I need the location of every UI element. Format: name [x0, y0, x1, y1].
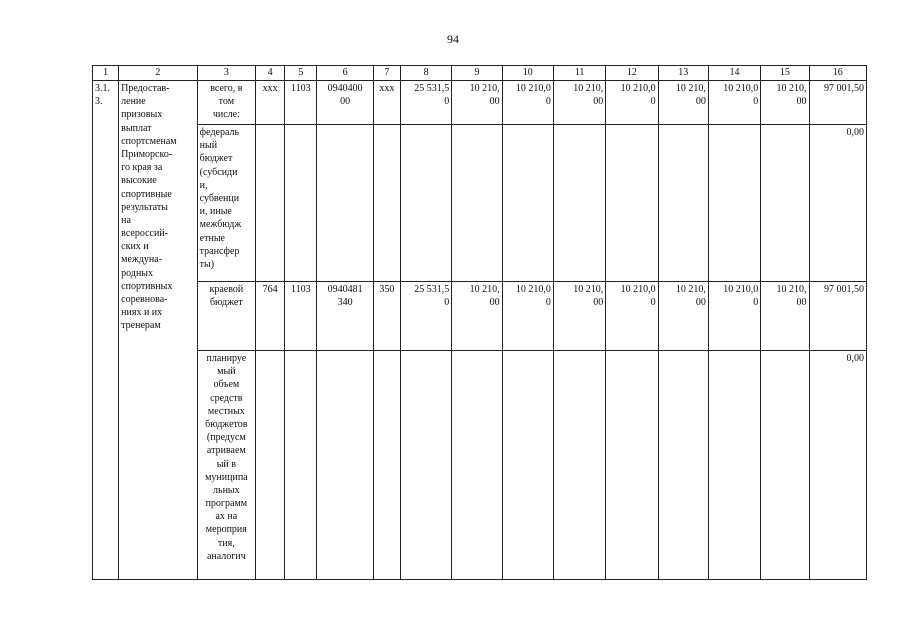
funding-source: федераль ный бюджет (субсиди и, субвенци и, иные межбюдж етные трансфер ты): [197, 125, 255, 282]
table-cell: 10 210,0 0: [606, 282, 658, 351]
col-header: 13: [658, 66, 708, 81]
table-cell: [317, 351, 373, 580]
item-description: Предостав- ление призовых выплат спортсменам Приморско- го края за высокие спортивные результаты на всероссий- ских и междуна- родных спортивных соревнова- ниях и их тренерам: [119, 81, 198, 580]
table-cell: 10 210, 00: [761, 282, 809, 351]
funding-source: краевой бюджет: [197, 282, 255, 351]
table-cell: [658, 351, 708, 580]
col-header: 7: [373, 66, 400, 81]
col-header: 4: [256, 66, 285, 81]
table-cell: 1103: [285, 81, 317, 125]
table-row: [93, 81, 867, 125]
table-cell: [256, 125, 285, 282]
table-cell: [400, 351, 451, 580]
funding-source: всего, в том числе:: [197, 81, 255, 125]
col-header: 14: [708, 66, 760, 81]
table-cell: [373, 125, 400, 282]
table-cell: [373, 351, 400, 580]
table-cell: 97 001,50: [809, 81, 866, 125]
col-header: 1: [93, 66, 119, 81]
table-cell: [285, 125, 317, 282]
table-cell: 10 210, 00: [553, 81, 605, 125]
table-cell: 10 210,0 0: [502, 282, 553, 351]
table-cell: 10 210, 00: [658, 81, 708, 125]
table-cell: [502, 351, 553, 580]
table-cell: 10 210,0 0: [606, 81, 658, 125]
table-cell: 0,00: [809, 125, 866, 282]
table-cell: 0940400 00: [317, 81, 373, 125]
table-cell: [658, 125, 708, 282]
table-cell: 10 210, 00: [452, 81, 502, 125]
table-cell: ххх: [373, 81, 400, 125]
table-row: [93, 351, 867, 580]
table-cell: 1103: [285, 282, 317, 351]
table-cell: 25 531,5 0: [400, 81, 451, 125]
table-cell: [553, 125, 605, 282]
table-cell: [452, 351, 502, 580]
table-cell: [708, 125, 760, 282]
table-row: [93, 282, 867, 351]
table-cell: 10 210, 00: [658, 282, 708, 351]
budget-table: [92, 65, 867, 580]
table-cell: [708, 351, 760, 580]
table-cell: 10 210, 00: [761, 81, 809, 125]
header-row: [93, 66, 867, 81]
funding-source: планируе мый объем средств местных бюджетов (предусм атриваем ый в муниципа льных программ ах на мероприя тия, аналогич: [197, 351, 255, 580]
table-cell: [256, 351, 285, 580]
col-header: 16: [809, 66, 866, 81]
table-cell: 10 210,0 0: [708, 81, 760, 125]
table-cell: ххх: [256, 81, 285, 125]
table-cell: [502, 125, 553, 282]
col-header: 15: [761, 66, 809, 81]
table-cell: [761, 125, 809, 282]
col-header: 6: [317, 66, 373, 81]
col-header: 2: [119, 66, 198, 81]
col-header: 5: [285, 66, 317, 81]
col-header: 3: [197, 66, 255, 81]
table-cell: 10 210,0 0: [502, 81, 553, 125]
table-cell: [553, 351, 605, 580]
col-header: 11: [553, 66, 605, 81]
table-cell: 10 210, 00: [452, 282, 502, 351]
page-number: 94: [447, 32, 459, 46]
table-cell: 0,00: [809, 351, 866, 580]
table-cell: 97 001,50: [809, 282, 866, 351]
table-cell: 25 531,5 0: [400, 282, 451, 351]
table-cell: [400, 125, 451, 282]
table-cell: [285, 351, 317, 580]
table-row: [93, 125, 867, 282]
table-cell: 10 210, 00: [553, 282, 605, 351]
table-cell: [317, 125, 373, 282]
col-header: 12: [606, 66, 658, 81]
table-cell: [452, 125, 502, 282]
col-header: 8: [400, 66, 451, 81]
table-cell: [761, 351, 809, 580]
col-header: 9: [452, 66, 502, 81]
table-cell: 0940481 340: [317, 282, 373, 351]
table-cell: 350: [373, 282, 400, 351]
table-cell: 10 210,0 0: [708, 282, 760, 351]
table-cell: [606, 351, 658, 580]
item-number: 3.1. 3.: [93, 81, 119, 580]
table-cell: [606, 125, 658, 282]
col-header: 10: [502, 66, 553, 81]
table-cell: 764: [256, 282, 285, 351]
